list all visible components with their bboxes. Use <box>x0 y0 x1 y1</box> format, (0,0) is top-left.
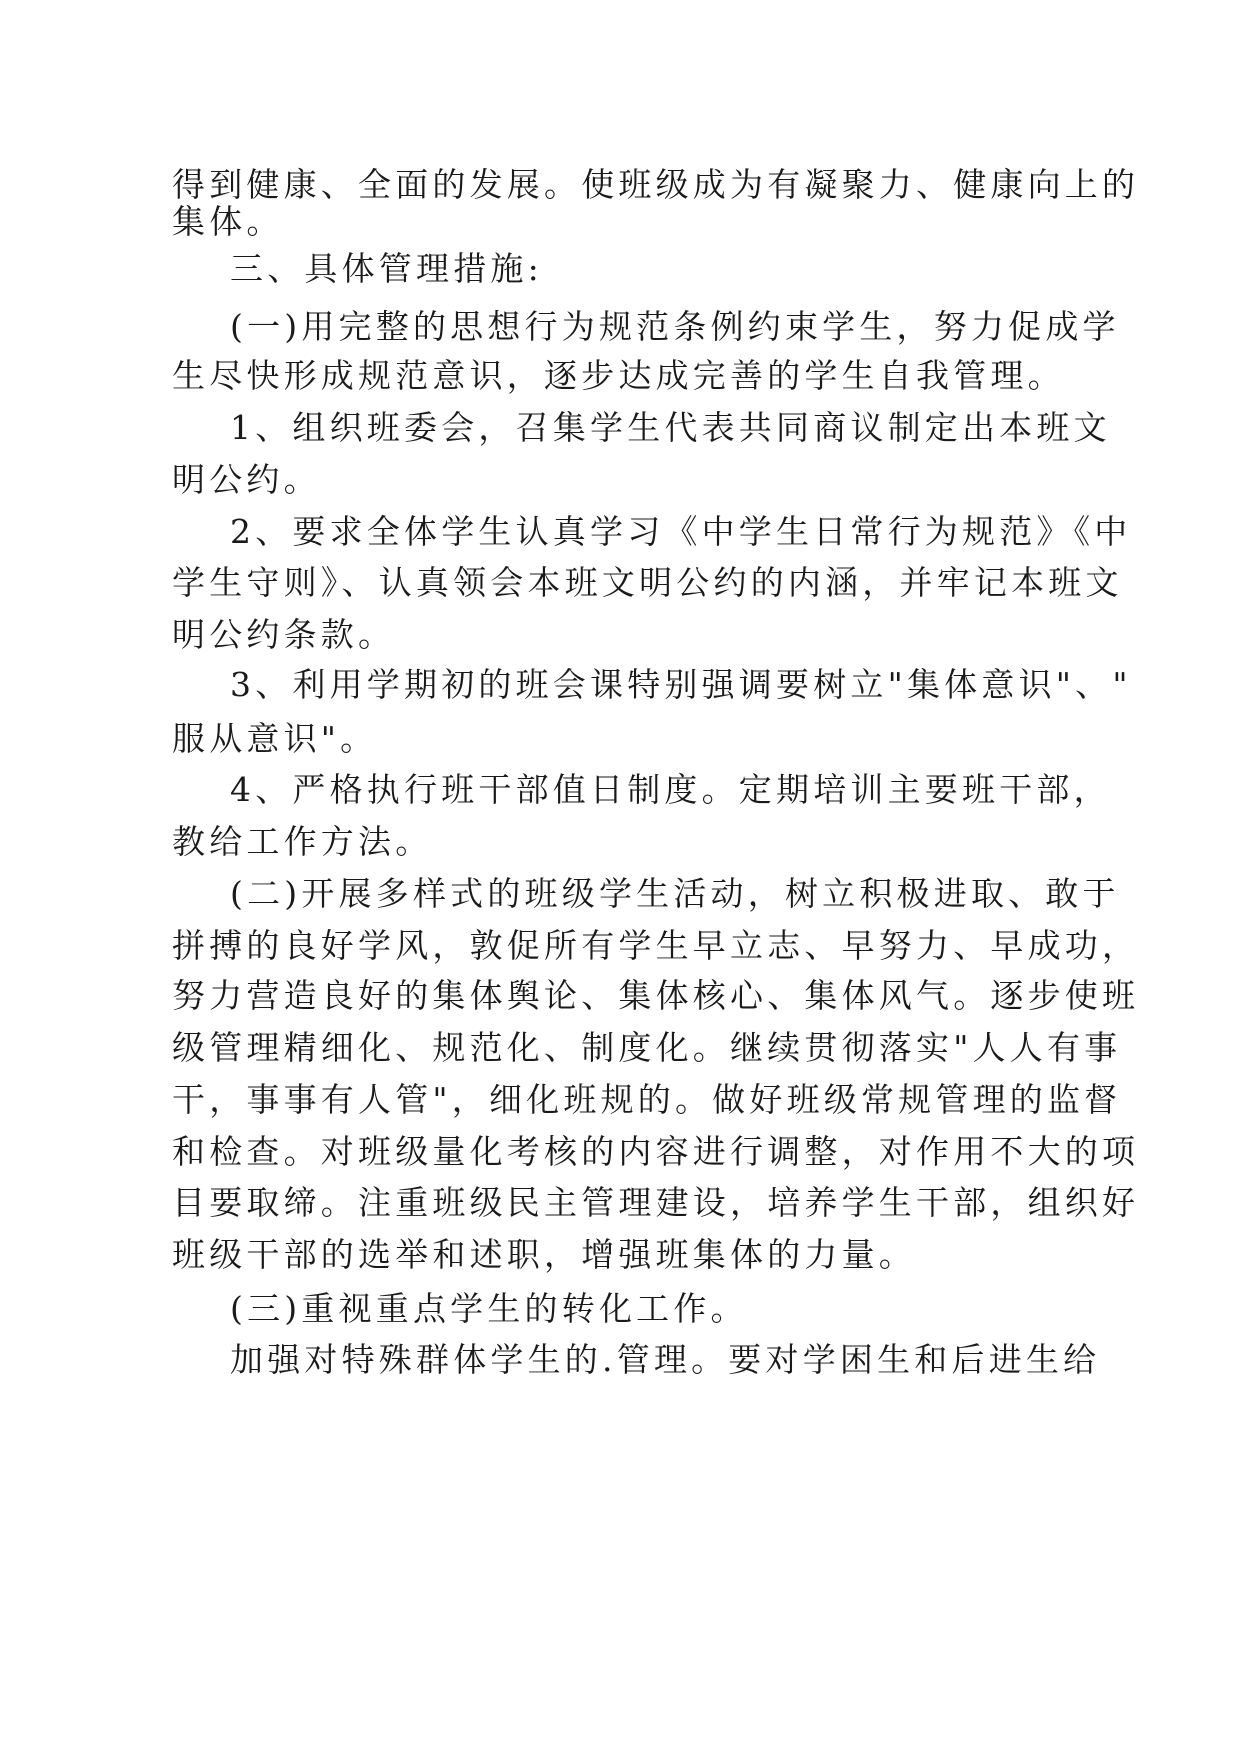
text-line: 教给工作方法。 <box>172 822 433 861</box>
list-item: 1、组织班委会，召集学生代表共同商议制定出本班文 <box>230 408 1111 447</box>
text-line: 和检查。对班级量化考核的内容进行调整，对作用不大的项 <box>172 1132 1140 1171</box>
text-line: 加强对特殊群体学生的.管理。要对学困生和后进生给 <box>230 1340 1101 1379</box>
list-item: 3、利用学期初的班会课特别强调要树立"集体意识"、" <box>230 665 1132 704</box>
text-line: 努力营造良好的集体舆论、集体核心、集体风气。逐步使班 <box>172 976 1140 1015</box>
text-line: 班级干部的选举和述职，增强班集体的力量。 <box>172 1235 916 1274</box>
text-line: 明公约条款。 <box>172 615 396 654</box>
subsection-heading: (一)用完整的思想行为规范条例约束学生，努力促成学 <box>230 307 1120 346</box>
list-item: 2、要求全体学生认真学习《中学生日常行为规范》《中 <box>230 512 1132 551</box>
text-line: 集体。 <box>172 202 284 241</box>
text-line: 目要取缔。注重班级民主管理建设，培养学生干部，组织好 <box>172 1183 1140 1222</box>
list-item: 4、严格执行班干部值日制度。定期培训主要班干部， <box>230 770 1111 809</box>
text-line: 明公约。 <box>172 460 321 499</box>
section-heading: 三、具体管理措施: <box>230 249 543 288</box>
subsection-heading: (二)开展多样式的班级学生活动，树立积极进取、敢于 <box>230 874 1120 913</box>
subsection-heading: (三)重视重点学生的转化工作。 <box>230 1289 748 1328</box>
text-line: 服从意识"。 <box>172 719 378 758</box>
text-line: 得到健康、全面的发展。使班级成为有凝聚力、健康向上的 <box>172 165 1140 204</box>
text-line: 学生守则》、认真领会本班文明公约的内涵，并牢记本班文 <box>172 563 1123 602</box>
text-line: 级管理精细化、规范化、制度化。继续贯彻落实"人人有事 <box>172 1028 1122 1067</box>
text-line: 生尽快形成规范意识，逐步达成完善的学生自我管理。 <box>172 356 1065 395</box>
text-line: 干，事事有人管"，细化班规的。做好班级常规管理的监督 <box>172 1080 1122 1119</box>
text-line: 拼搏的良好学风，敦促所有学生早立志、早努力、早成功， <box>172 926 1140 965</box>
